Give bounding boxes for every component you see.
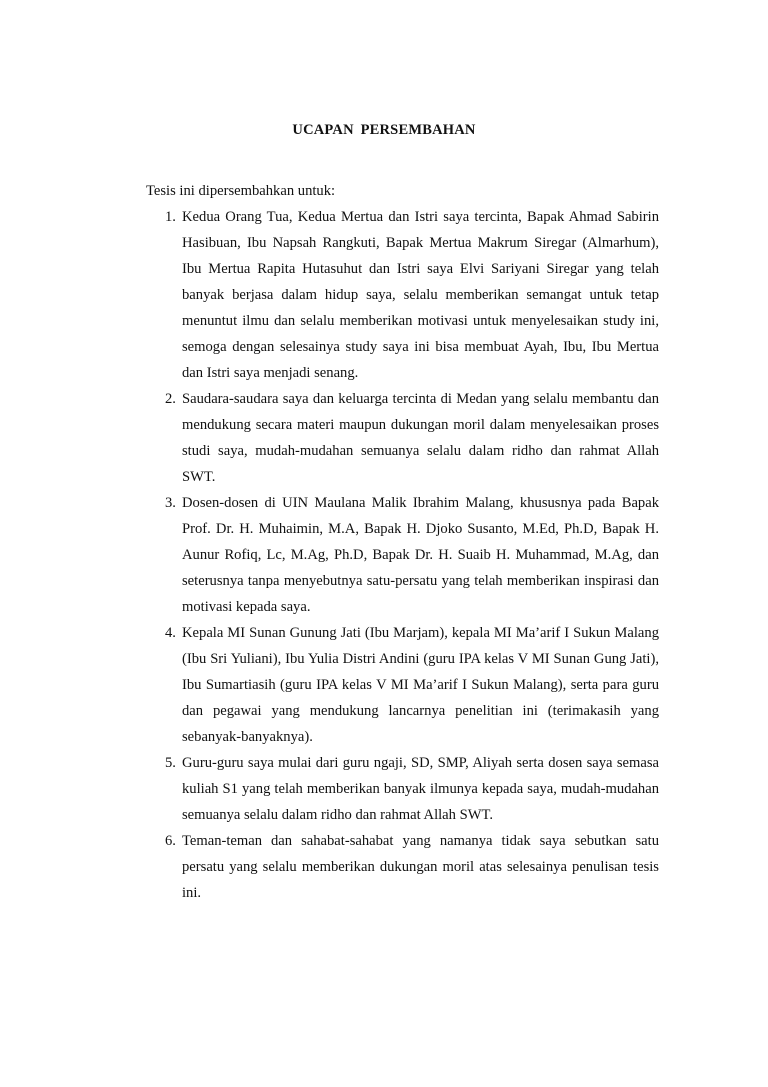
list-item <box>146 620 659 750</box>
list-item-number: 1. <box>165 209 176 225</box>
list-item-text: Guru-guru saya mulai dari guru ngaji, SD, SMP, Aliyah serta dosen saya semasa kuliah S1 yang telah memberikan banyak ilmunya kepada saya, mudah-mudahan semuanya selalu dalam ridho dan rahmat Allah SWT. <box>182 755 659 823</box>
list-item-text: Saudara-saudara saya dan keluarga tercinta di Medan yang selalu membantu dan mendukung secara materi maupun dukungan moril dalam menyelesaikan proses studi saya, mudah-mudahan semuanya selalu dalam ridho dan rahmat Allah SWT. <box>182 391 659 485</box>
list-item-text: Kepala MI Sunan Gunung Jati (Ibu Marjam), kepala MI Ma’arif I Sukun Malang (Ibu Sri Yuliani), Ibu Yulia Distri Andini (guru IPA kelas V MI Sunan Gung Jati), Ibu Sumartiasih (guru IPA kelas V MI Ma’arif I Sukun Malang), serta para guru dan pegawai yang mendukung lancarnya penelitian ini (terimakasih yang sebanyak-banyaknya). <box>182 625 659 745</box>
list-item <box>146 490 659 620</box>
page-title: UCAPAN PERSEMBAHAN <box>292 122 476 138</box>
dedication-list <box>146 204 659 906</box>
intro-text: Tesis ini dipersembahkan untuk: <box>146 183 336 199</box>
list-item-number: 5. <box>165 755 176 771</box>
list-item-text: Teman-teman dan sahabat-sahabat yang namanya tidak saya sebutkan satu persatu yang selalu memberikan dukungan moril atas selesainya penulisan tesis ini. <box>182 833 659 901</box>
list-item <box>146 204 659 386</box>
list-item-number: 4. <box>165 625 176 641</box>
list-item-number: 3. <box>165 495 176 511</box>
list-item-text: Kedua Orang Tua, Kedua Mertua dan Istri saya tercinta, Bapak Ahmad Sabirin Hasibuan, Ibu Napsah Rangkuti, Bapak Mertua Makrum Siregar (Almarhum), Ibu Mertua Rapita Hutasuhut dan Istri saya Elvi Sariyani Siregar yang telah banyak berjasa dalam hidup saya, selalu memberikan semangat untuk tetap menuntut ilmu dan selalu memberikan motivasi untuk menyelesaikan study ini, semoga dengan selesainya study saya ini bisa membuat Ayah, Ibu, Ibu Mertua dan Istri saya menjadi senang. <box>182 209 659 381</box>
document-body <box>146 178 659 906</box>
list-item <box>146 750 659 828</box>
list-item <box>146 828 659 906</box>
list-item-number: 2. <box>165 391 176 407</box>
list-item <box>146 386 659 490</box>
list-item-number: 6. <box>165 833 176 849</box>
list-item-text: Dosen-dosen di UIN Maulana Malik Ibrahim Malang, khususnya pada Bapak Prof. Dr. H. Muhaimin, M.A, Bapak H. Djoko Susanto, M.Ed, Ph.D, Bapak H. Aunur Rofiq, Lc, M.Ag, Ph.D, Bapak Dr. H. Suaib H. Muhammad, M.Ag, dan seterusnya tanpa menyebutnya satu-persatu yang telah memberikan inspirasi dan motivasi kepada saya. <box>182 495 659 615</box>
